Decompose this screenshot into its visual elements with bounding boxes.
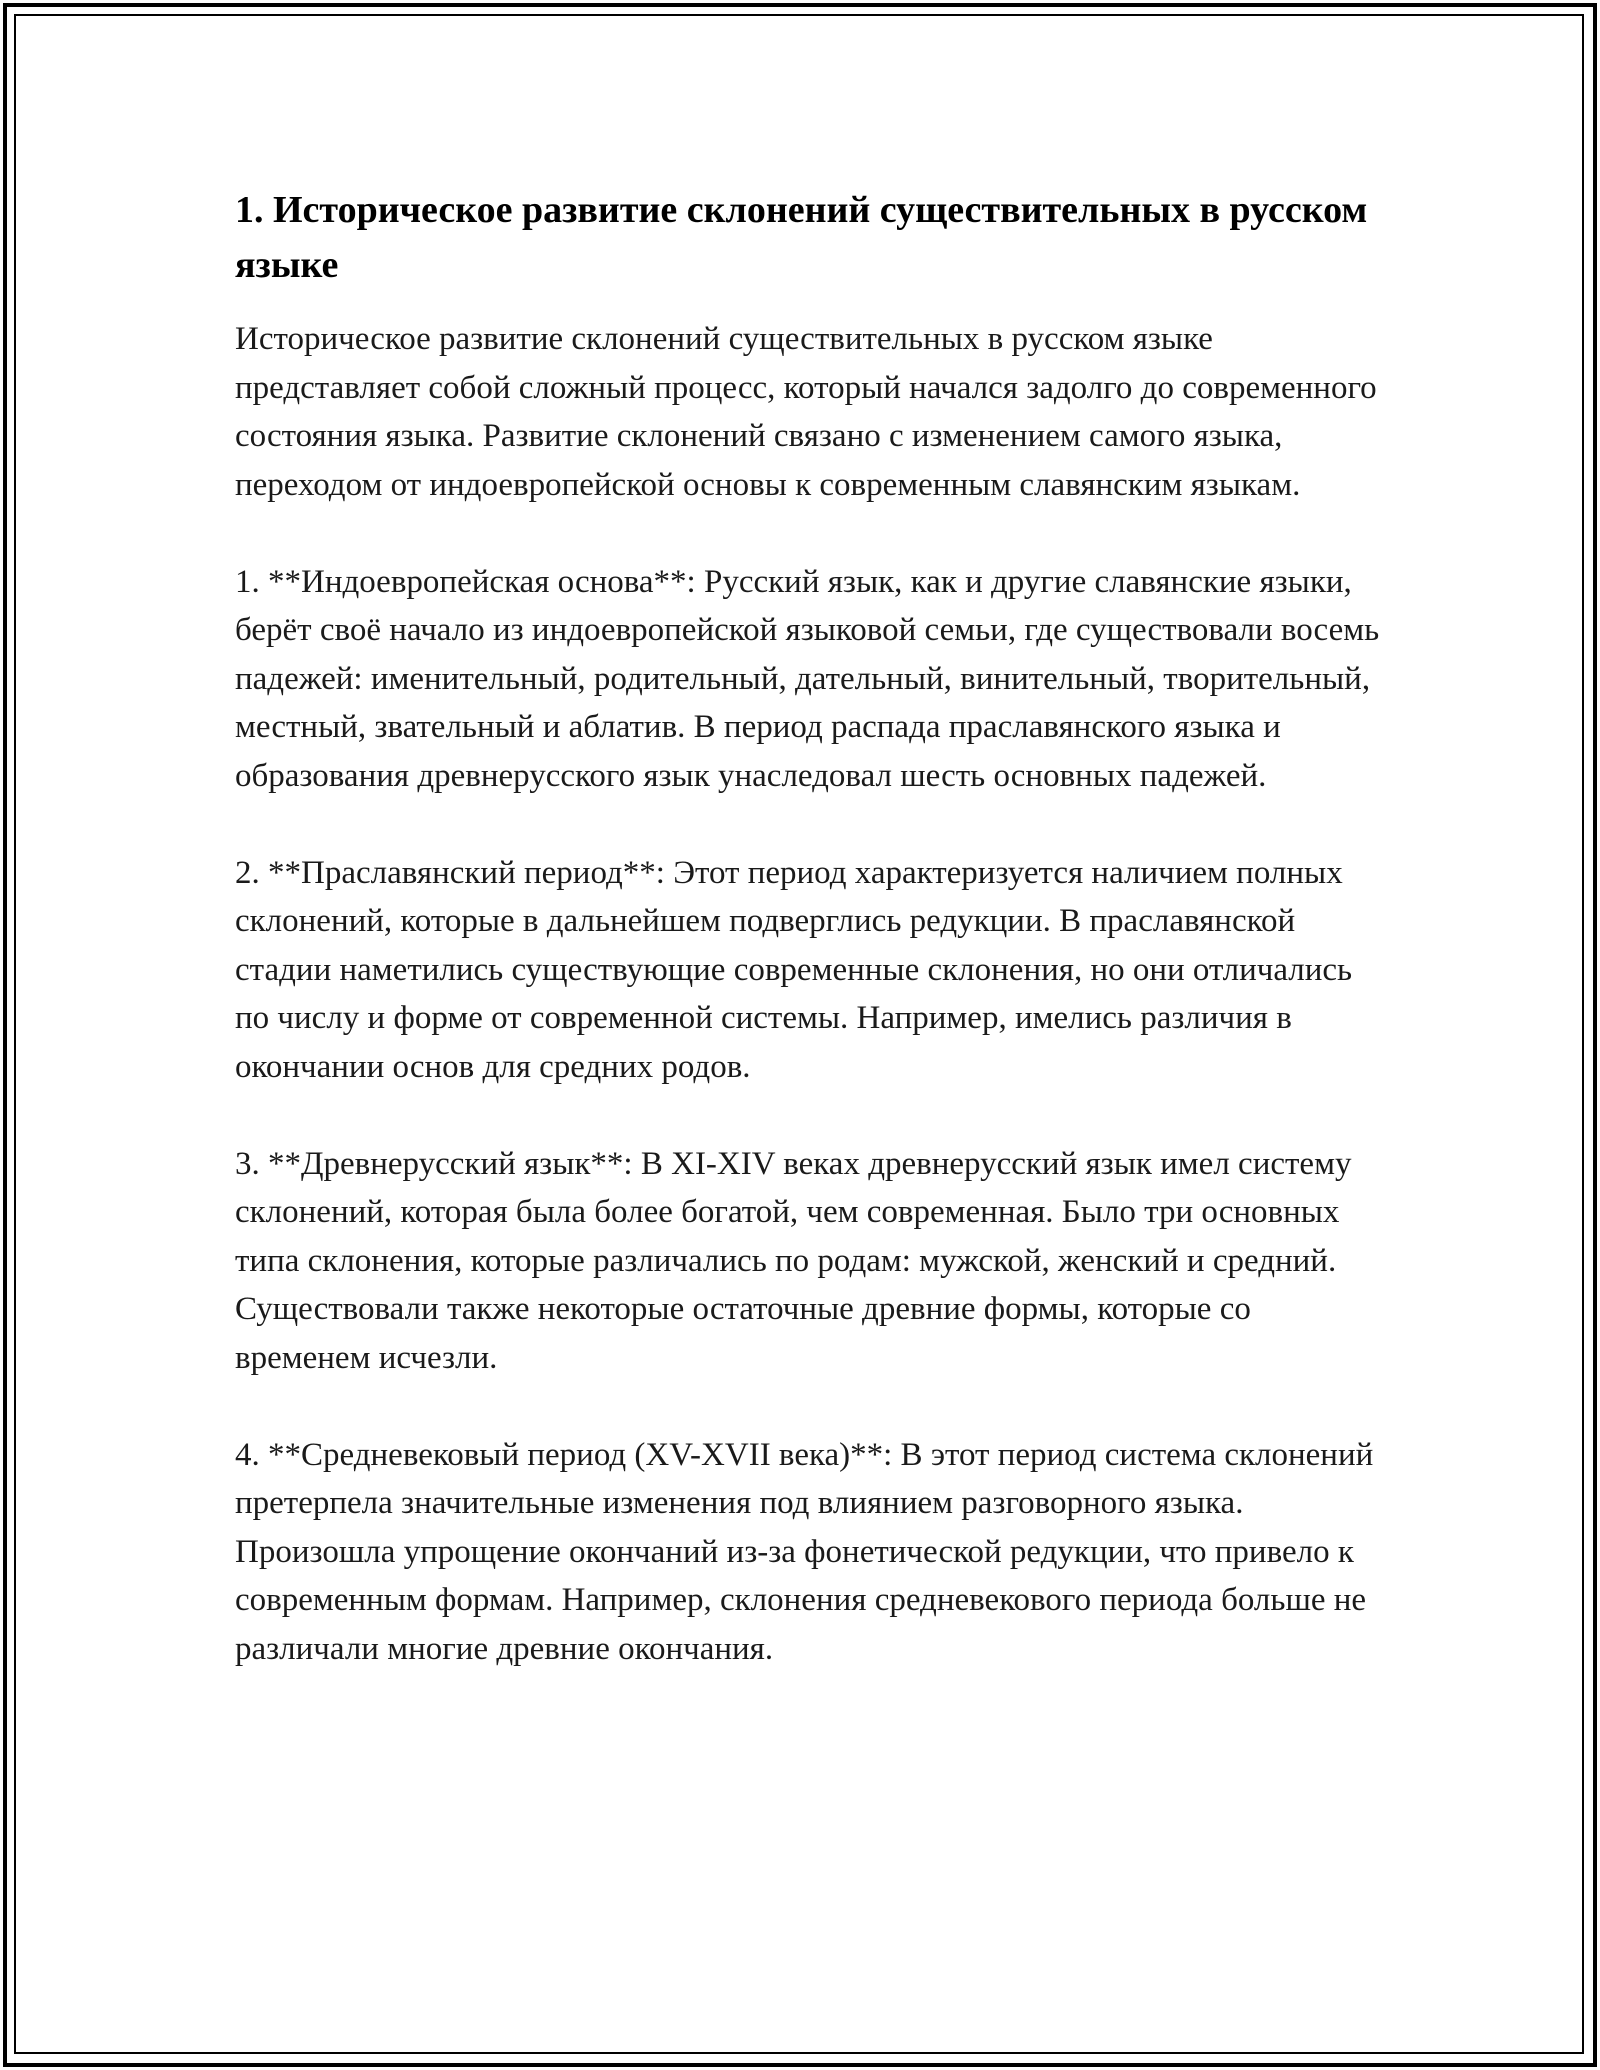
intro-paragraph: Историческое развитие склонений существительных в русском языке представляет собой сложный процесс, который начался задолго до современного состояния языка. Развитие склонений связано с изменением самого языка, переходом от индоевропейской основы к современным славянским языкам. xyxy=(235,321,1377,503)
list-item-indo-european: 1. **Индоевропейская основа**: Русский язык, как и другие славянские языки, берёт своё начало из индоевропейской языковой семьи, где существовали восемь падежей: именительный, родительный, дательный, винительный, творительный, местный, звательный и аблатив. В период распада праславянского языка и образования древнерусского язык унаследовал шесть основных падежей. xyxy=(235,563,1380,794)
document-body xyxy=(235,183,1385,1673)
document-heading: 1. Историческое развитие склонений существительных в русском языке xyxy=(235,189,1368,286)
list-item-old-russian: 3. **Древнерусский язык**: В XI-XIV веках древнерусский язык имел систему склонений, которая была более богатой, чем современная. Было три основных типа склонения, которые различались по родам: мужской, женский и средний. Существовали также некоторые остаточные древние формы, которые со временем исчезли. xyxy=(235,1145,1352,1376)
list-item-proto-slavic: 2. **Праславянский период**: Этот период характеризуется наличием полных склонений, которые в дальнейшем подверглись редукции. В праславянской стадии наметились существующие современные склонения, но они отличались по числу и форме от современной системы. Например, имелись различия в окончании основ для средних родов. xyxy=(235,854,1353,1085)
list-item-medieval: 4. **Средневековый период (XV-XVII века)**: В этот период система склонений претерпела значительные изменения под влиянием разговорного языка. Произошла упрощение окончаний из-за фонетической редукции, что привело к современным формам. Например, склонения средневекового периода больше не различали многие древние окончания. xyxy=(235,1436,1374,1667)
